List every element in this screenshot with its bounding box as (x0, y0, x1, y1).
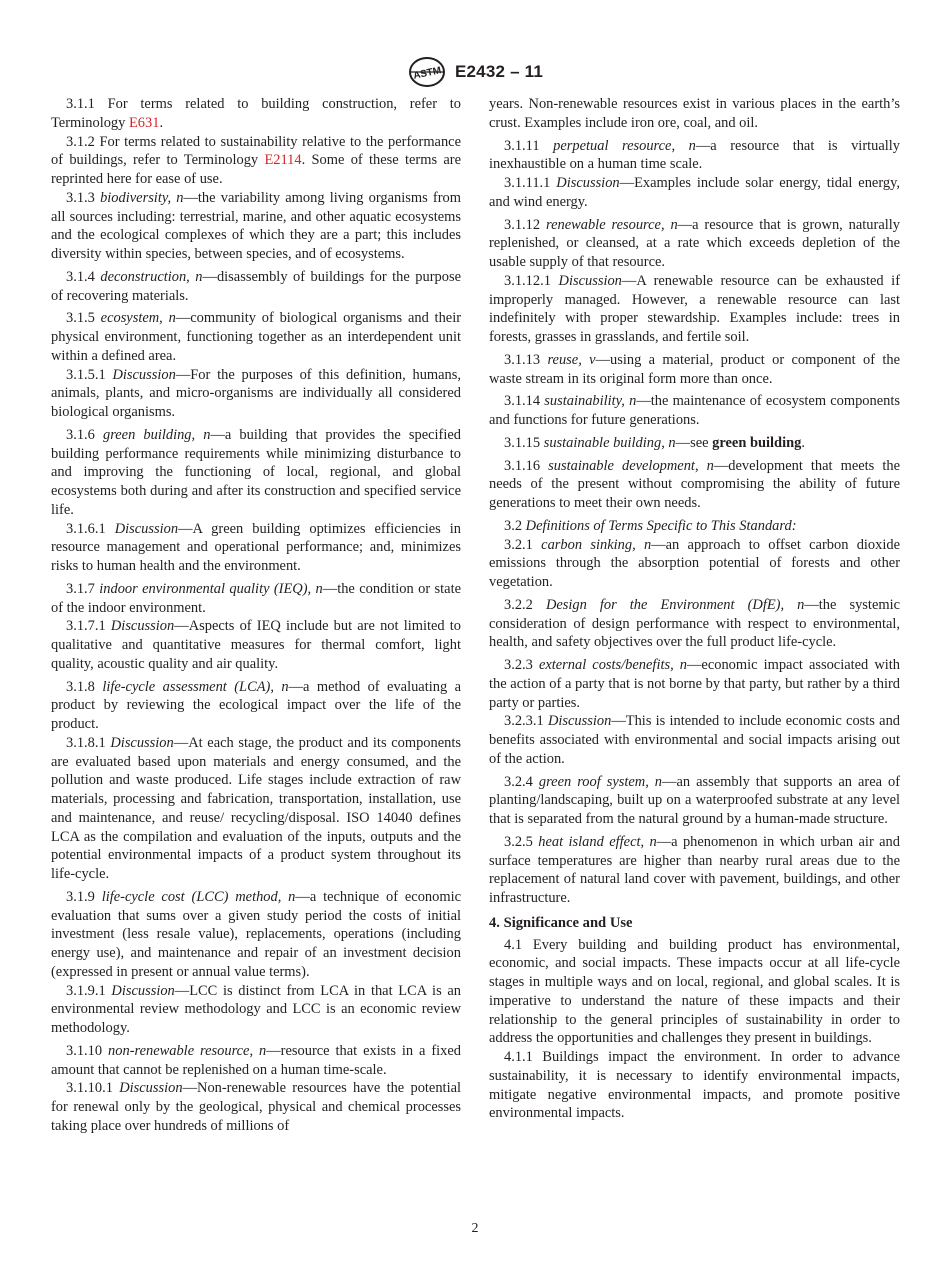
term: life-cycle cost (LCC) method, n (101, 888, 296, 905)
term: Discussion (110, 734, 174, 751)
para-3-1-9: 3.1.9 life-cycle cost (LCC) method, n—a technique of economic evaluation that sums over a given study period the costs of initial investment (less resale value), replacements, operations (including energy use), and maintenance and repair of an investment decision (expressed in present or annual value terms). (51, 888, 461, 980)
term: carbon sinking, n (541, 536, 652, 553)
para-3-2-5: 3.2.5 heat island effect, n—a phenomenon in which urban air and surface temperatures are higher than nearby rural areas due to the replacement of natural land cover with pavement, buildings, and other infrastructure. (489, 833, 900, 906)
para-4-1-1: 4.1.1 Buildings impact the environment. In order to advance sustainability, it is necessary to identify environmental impacts, mitigate negative environmental impacts, and promote positive environmental impacts. (489, 1049, 900, 1122)
term: Discussion (558, 272, 622, 289)
para-3-1-7-1: 3.1.7.1 Discussion—Aspects of IEQ include but are not limited to qualitative and quantitative measures for thermal comfort, light quality, acoustic quality and air quality. (51, 618, 461, 672)
ref-link-e631[interactable]: E631 (128, 114, 160, 131)
cross-ref-term: green building (712, 434, 802, 451)
para-3-1-15: 3.1.15 sustainable building, n—see green building. (504, 434, 805, 451)
para-3-2: 3.2 Definitions of Terms Specific to This Standard: (504, 517, 797, 534)
term: Discussion (119, 1080, 183, 1097)
term: sustainable development, n (548, 457, 714, 474)
para-3-2-1: 3.2.1 carbon sinking, n—an approach to offset carbon dioxide emissions through the absorption potential of forests and other vegetation. (489, 536, 901, 590)
term: reuse, v (547, 351, 596, 368)
para-3-1-11-1: 3.1.11.1 Discussion—Examples include solar energy, tidal energy, and wind energy. (489, 175, 900, 210)
term: indoor environmental quality (IEQ), n (99, 580, 323, 597)
section-title: Definitions of Terms Specific to This Standard: (525, 517, 797, 534)
para-3-1-4: 3.1.4 deconstruction, n—disassembly of buildings for the purpose of recovering materials. (51, 268, 461, 304)
para-3-1-8-1: 3.1.8.1 Discussion—At each stage, the product and its components are evaluated based upon materials and energy consumed, and the pollution and waste produced. Life stages include extraction of raw materials, processing and fabrication, transportation, installation, use and maintenance, and reuse/ recycling/disposal. ISO 14040 defines LCA as the compilation and evaluation of the inputs, outputs and the potential environmental impacts of a product system throughout its life-cycle. (51, 734, 461, 882)
term: Discussion (556, 175, 620, 191)
para-3-1-14: 3.1.14 sustainability, n—the maintenance of ecosystem components and functions for future generations. (489, 393, 901, 428)
term: biodiversity, n (100, 189, 184, 206)
para-3-1-12: 3.1.12 renewable resource, n—a resource that is grown, naturally replenished, or cleansed, at a rate which exceeds depletion of the usable supply of that resource. (489, 216, 900, 270)
section-heading-4: 4. Significance and Use (489, 914, 633, 931)
para-3-1-11: 3.1.11 perpetual resource, n—a resource that is virtually inexhaustible on a human time scale. (489, 137, 901, 173)
para-3-1-1: 3.1.1 For terms related to building construction, refer to Terminology E631. (51, 96, 461, 131)
para-3-1-9-1: 3.1.9.1 Discussion—LCC is distinct from LCA in that LCA is an environmental review methodology and LCC is an economic review methodology. (51, 982, 462, 1036)
astm-logo (407, 56, 447, 88)
term: heat island effect, n (538, 833, 657, 850)
para-3-1-12-1: 3.1.12.1 Discussion—A renewable resource can be exhausted if improperly managed. However, a renewable resource can last indefinitely with proper stewardship. Examples include: trees in forests, grasses in grasslands, and fertile soil. (489, 272, 900, 345)
term: Design for the Environment (DfE), n (545, 596, 805, 613)
para-3-1-7: 3.1.7 indoor environmental quality (IEQ), n—the condition or state of the indoor environment. (51, 580, 461, 616)
term: external costs/benefits, n (538, 657, 687, 673)
page-number: 2 (471, 1221, 479, 1236)
para-3-2-3-1: 3.2.3.1 Discussion—This is intended to include economic costs and benefits associated with environmental and social impacts arising out of the action. (489, 713, 901, 767)
para-3-1-6: 3.1.6 green building, n—a building that provides the specified building performance requirements while minimizing disturbance to and improving the functioning of local, regional, and global ecosystems both during and after its construction and specified service life. (51, 426, 462, 518)
para-continuation: years. Non-renewable resources exist in various places in the earth’s crust. Examples include iron ore, coal, and oil. (489, 96, 900, 131)
para-3-2-4: 3.2.4 green roof system, n—an assembly that supports an area of planting/landscaping, built up on a waterproofed substrate at any level that is separated from the natural ground by a human-made structure. (489, 773, 901, 827)
left-column (51, 95, 461, 1136)
para-3-1-8: 3.1.8 life-cycle assessment (LCA), n—a method of evaluating a product by reviewing the ecological impact over the life of the product. (51, 678, 462, 732)
term: non-renewable resource, n (108, 1042, 267, 1059)
logo-text: ASTM (412, 65, 443, 82)
term: Discussion (547, 713, 612, 730)
para-3-1-10-1: 3.1.10.1 Discussion—Non-renewable resources have the potential for renewal only by the geological, physical and chemical processes taking place over hundreds of millions of (51, 1080, 462, 1134)
term: Discussion (112, 366, 176, 383)
para-4-1: 4.1 Every building and building product has environmental, economic, and social impacts. These impacts occur at all life-cycle stages in multiple ways and on local, regional, and global scales. It is imperative to understand the nature of these impacts and their relationship to the general principles of sustainability in order to address the opportunities and challenges they present in buildings. (489, 936, 900, 1047)
term: Discussion (114, 520, 179, 537)
term: green roof system, n (538, 773, 663, 790)
para-3-1-5-1: 3.1.5.1 Discussion—For the purposes of this definition, humans, animals, plants, and micro-organisms are individually all considered biological organisms. (51, 366, 461, 420)
para-3-1-6-1: 3.1.6.1 Discussion—A green building optimizes efficiencies in resource management and operational performance; and, minimizes risks to human health and the environment. (51, 520, 462, 574)
term: Discussion (110, 618, 175, 635)
term: life-cycle assessment (LCA), n (102, 678, 289, 695)
para-3-1-16: 3.1.16 sustainable development, n—development that meets the needs of the present without compromising the ability of future generations to meet their own needs. (489, 457, 900, 511)
term: deconstruction, n (100, 268, 203, 285)
para-3-1-2: 3.1.2 For terms related to sustainability relative to the performance of buildings, refer to Terminology E2114. Some of these terms are reprinted here for ease of use. (51, 133, 461, 187)
ref-link-e2114[interactable]: E2114 (264, 152, 302, 169)
document-designation: E2432 – 11 (454, 62, 544, 81)
para-3-1-10: 3.1.10 non-renewable resource, n—resource that exists in a fixed amount that cannot be replenished on a human time-scale. (51, 1042, 462, 1078)
right-column (489, 95, 900, 1123)
term: ecosystem, n (100, 310, 176, 327)
term: Discussion (111, 982, 175, 999)
term: renewable resource, n (546, 216, 678, 233)
para-3-2-2: 3.2.2 Design for the Environment (DfE), n—the systemic consideration of design performance with respect to environmental, health, and safety objectives over the full product life-cycle. (489, 596, 900, 651)
term: green building, n (102, 426, 211, 443)
term: sustainable building, n (543, 434, 676, 451)
para-3-1-5: 3.1.5 ecosystem, n—community of biological organisms and their physical environment, functioning together as an interdependent unit within a defined area. (51, 310, 462, 364)
page-header (0, 54, 950, 90)
para-3-2-3: 3.2.3 external costs/benefits, n—economic impact associated with the action of a party that is not borne by that party, but rather by a third party or parties. (489, 657, 900, 711)
term: perpetual resource, n (553, 137, 696, 154)
para-3-1-13: 3.1.13 reuse, v—using a material, product or component of the waste stream in its original form more than once. (489, 351, 900, 387)
term: sustainability, n (544, 393, 637, 410)
para-3-1-3: 3.1.3 biodiversity, n—the variability among living organisms from all sources including: terrestrial, marine, and other aquatic ecosystems and the ecological complexes of which they are a part; this includes diversity within species, between species, and of ecosystems. (51, 189, 461, 262)
